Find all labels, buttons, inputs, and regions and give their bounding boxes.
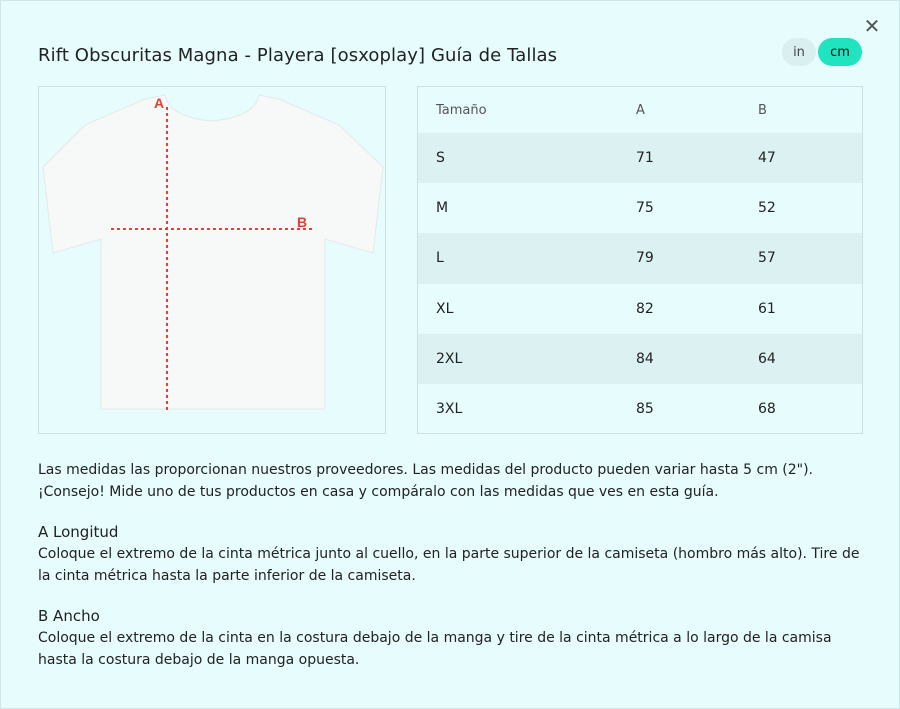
size-cell: 2XL — [436, 350, 463, 367]
a-cell: 71 — [636, 150, 654, 167]
b-cell: 61 — [758, 300, 776, 317]
table-row — [418, 133, 862, 183]
measurement-notes — [38, 459, 868, 671]
tshirt-diagram — [38, 86, 386, 434]
table-row — [418, 284, 862, 334]
table-row — [418, 233, 862, 283]
a-cell: 82 — [636, 300, 654, 317]
table-row — [418, 183, 862, 233]
a-cell: 79 — [636, 250, 654, 267]
b-cell: 47 — [758, 150, 776, 167]
modal-title: Rift Obscuritas Magna - Playera [osxoplay] Guía de Tallas — [38, 45, 558, 66]
measure-label-b: B — [297, 214, 308, 230]
b-cell: 64 — [758, 350, 776, 367]
header-a: A — [636, 102, 645, 118]
tip-text: ¡Consejo! Mide uno de tus productos en casa y compáralo con las medidas que ves en esta guía. — [38, 484, 719, 500]
size-cell: XL — [436, 300, 454, 317]
b-cell: 68 — [758, 401, 776, 418]
width-heading: B Ancho — [38, 607, 100, 625]
table-row — [418, 334, 862, 384]
tshirt-shape — [43, 95, 383, 409]
a-cell: 84 — [636, 350, 654, 367]
unit-inches-button[interactable]: in — [782, 38, 816, 66]
measure-label-a: A — [154, 95, 165, 111]
size-cell: M — [436, 200, 449, 217]
disclaimer-text: Las medidas las proporcionan nuestros proveedores. Las medidas del producto pueden variar hasta 5 cm (2"). — [38, 462, 814, 478]
length-description: Coloque el extremo de la cinta métrica junto al cuello, en la parte superior de la camiseta (hombro más alto). Tire de la cinta métrica hasta la parte inferior de la camiseta. — [38, 546, 860, 584]
a-cell: 75 — [636, 200, 654, 217]
close-icon[interactable]: ✕ — [863, 14, 881, 38]
header-b: B — [758, 102, 767, 118]
size-cell: 3XL — [436, 401, 463, 418]
a-cell: 85 — [636, 401, 654, 418]
unit-cm-button[interactable]: cm — [818, 38, 862, 66]
tshirt-image — [39, 87, 385, 433]
b-cell: 52 — [758, 200, 776, 217]
table-header-row — [418, 87, 862, 133]
b-cell: 57 — [758, 250, 776, 267]
unit-toggle — [782, 38, 862, 66]
header-size: Tamaño — [436, 102, 487, 118]
length-heading: A Longitud — [38, 523, 119, 541]
width-description: Coloque el extremo de la cinta en la costura debajo de la manga y tire de la cinta métrica a lo largo de la camisa hasta la costura debajo de la manga opuesta. — [38, 630, 832, 668]
table-row — [418, 384, 862, 434]
size-cell: S — [436, 150, 445, 167]
size-cell: L — [436, 250, 444, 267]
size-table — [417, 86, 863, 434]
